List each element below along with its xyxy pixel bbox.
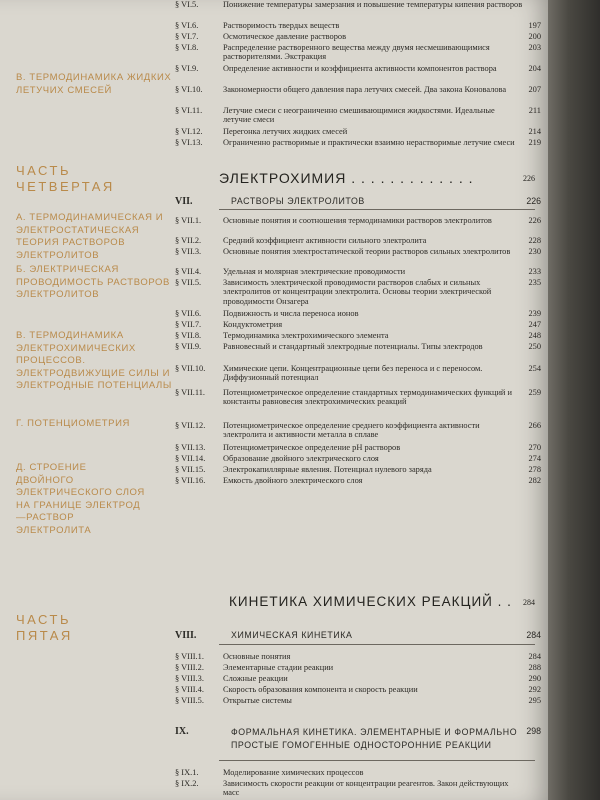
part-five-title bbox=[229, 594, 535, 609]
entry-number: § VIII.2. bbox=[175, 663, 204, 672]
entry-page: 295 bbox=[528, 696, 541, 705]
entry-title: Понижение температуры замерзания и повышение температуры кипения растворов bbox=[223, 0, 523, 9]
entry-title: Емкость двойного электрического слоя bbox=[223, 476, 363, 485]
section-v-heading: В. ТЕРМОДИНАМИКА ЖИДКИХ ЛЕТУЧИХ СМЕСЕЙ bbox=[16, 72, 172, 96]
entry-page: 233 bbox=[528, 267, 541, 276]
chapter-title: ХИМИЧЕСКАЯ КИНЕТИКА bbox=[231, 630, 353, 640]
entry-title: Потенциометрическое определение pH растворов bbox=[223, 443, 401, 452]
entry-title: Средний коэффициент активности сильного электролита bbox=[223, 236, 427, 245]
part-four-title bbox=[219, 170, 535, 186]
entry-number: § VII.3. bbox=[175, 247, 202, 256]
chapter-rule bbox=[219, 209, 535, 210]
entry-title: Зависимость электрической проводимости растворов слабых и сильных электролитов от концентрации электролита. Основы теории электрической проводимости Онзагера bbox=[223, 278, 492, 306]
entry-title: Основные понятия bbox=[223, 652, 291, 661]
entry-title: Скорость образования компонента и скорость реакции bbox=[223, 685, 418, 694]
entry-title: Равновесный и стандартный электродные потенциалы. Типы электродов bbox=[223, 342, 483, 351]
entry-title: Закономерности общего давления пара летучих смесей. Два закона Коновалова bbox=[223, 85, 507, 94]
entry-page: 235 bbox=[528, 278, 541, 287]
entry-page: 197 bbox=[528, 21, 541, 30]
entry-page: 266 bbox=[528, 421, 541, 430]
entry-title: Электрокапиллярные явления. Потенциал нулевого заряда bbox=[223, 465, 432, 474]
entry-number: § VI.8. bbox=[175, 43, 199, 52]
entry-page: 270 bbox=[528, 443, 541, 452]
entry-title: Перегонка летучих жидких смесей bbox=[223, 127, 348, 136]
entry-number: § VIII.4. bbox=[175, 685, 204, 694]
entry-number: § VII.12. bbox=[175, 421, 206, 430]
entry-title: Сложные реакции bbox=[223, 674, 288, 683]
entry-title: Осмотическое давление растворов bbox=[223, 32, 347, 41]
entry-page: 203 bbox=[528, 43, 541, 52]
book-gutter bbox=[548, 0, 600, 800]
entry-page: 211 bbox=[528, 106, 541, 115]
entry-page: 284 bbox=[528, 652, 541, 661]
entry-number: § VI.6. bbox=[175, 21, 199, 30]
entry-title: Химические цепи. Концентрационные цепи без переноса и с переносом. Диффузионный потенциал bbox=[223, 364, 483, 383]
entry-title: Зависимость скорости реакции от концентрации реагентов. Закон действующих масс bbox=[223, 779, 509, 798]
part-four-heading: ЧАСТЬ ЧЕТВЕРТАЯ bbox=[16, 163, 115, 194]
entry-number: § VI.7. bbox=[175, 32, 199, 41]
chapter-rule bbox=[219, 644, 535, 645]
entry-page: 290 bbox=[528, 674, 541, 683]
entry-number: § VII.6. bbox=[175, 309, 202, 318]
entry-page: 228 bbox=[528, 236, 541, 245]
entry-title: Основные понятия электростатической теории растворов сильных электролитов bbox=[223, 247, 511, 256]
entry-number: § VII.9. bbox=[175, 342, 202, 351]
entry-title: Открытые системы bbox=[223, 696, 292, 705]
entry-title: Моделирование химических процессов bbox=[223, 768, 364, 777]
entry-number: § VI.12. bbox=[175, 127, 203, 136]
entry-title: Кондуктометрия bbox=[223, 320, 283, 329]
entry-number: § VII.1. bbox=[175, 216, 202, 225]
entry-page: 282 bbox=[528, 476, 541, 485]
entry-page: 288 bbox=[528, 663, 541, 672]
chapter-number: VII. bbox=[175, 196, 193, 207]
entry-page: 250 bbox=[528, 342, 541, 351]
section-a-heading: А. ТЕРМОДИНАМИЧЕСКАЯ И ЭЛЕКТРОСТАТИЧЕСКАЯ ТЕОРИЯ РАСТВОРОВ ЭЛЕКТРОЛИТОВ bbox=[16, 212, 164, 261]
entry-page: 219 bbox=[528, 138, 541, 147]
entry-title: Термодинамика электрохимического элемента bbox=[223, 331, 389, 340]
chapter-title: ФОРМАЛЬНАЯ КИНЕТИКА. ЭЛЕМЕНТАРНЫЕ И ФОРМАЛЬНО ПРОСТЫЕ ГОМОГЕННЫЕ ОДНОСТОРОННИЕ РЕАКЦИИ bbox=[231, 727, 518, 750]
entry-page: 239 bbox=[528, 309, 541, 318]
entry-title: Потенциометрическое определение стандартных термодинамических функций и константы равновесия электрохимических реакций bbox=[223, 388, 512, 407]
chapter-page: 226 bbox=[526, 196, 541, 206]
entry-title: Летучие смеси с неограниченно смешивающимися жидкостями. Идеальные летучие смеси bbox=[223, 106, 495, 125]
entry-number: § VI.5. bbox=[175, 0, 199, 9]
section-g-heading: Г. ПОТЕНЦИОМЕТРИЯ bbox=[16, 418, 131, 429]
entry-title: Растворимость твердых веществ bbox=[223, 21, 340, 30]
part-five-title-text: КИНЕТИКА ХИМИЧЕСКИХ РЕАКЦИЙ bbox=[229, 594, 493, 609]
entry-page: 278 bbox=[528, 465, 541, 474]
chapter-number: IX. bbox=[175, 726, 189, 737]
leader-dots: . . bbox=[497, 594, 512, 609]
entry-page: 200 bbox=[528, 32, 541, 41]
entry-page: 247 bbox=[528, 320, 541, 329]
entry-number: § VII.2. bbox=[175, 236, 202, 245]
entry-number: § VII.11. bbox=[175, 388, 206, 397]
entry-title: Ограниченно растворимые и практически взаимно нерастворимые летучие смеси bbox=[223, 138, 515, 147]
entry-number: § VII.4. bbox=[175, 267, 202, 276]
entry-number: § IX.1. bbox=[175, 768, 199, 777]
entry-number: § VI.10. bbox=[175, 85, 203, 94]
entry-title: Подвижность и числа переноса ионов bbox=[223, 309, 359, 318]
entry-page: 204 bbox=[528, 64, 541, 73]
entry-page: 207 bbox=[528, 85, 541, 94]
part-five-heading: ЧАСТЬ ПЯТАЯ bbox=[16, 612, 73, 643]
entry-number: § VII.5. bbox=[175, 278, 202, 287]
entry-number: § VII.10. bbox=[175, 364, 206, 373]
entry-number: § VII.14. bbox=[175, 454, 206, 463]
entry-number: § VI.11. bbox=[175, 106, 203, 115]
entry-number: § VI.13. bbox=[175, 138, 203, 147]
section-d-heading: Д. СТРОЕНИЕ ДВОЙНОГО ЭЛЕКТРИЧЕСКОГО СЛОЯ НА ГРАНИЦЕ ЭЛЕКТРОД—РАСТВОР ЭЛЕКТРОЛИТА bbox=[16, 462, 145, 536]
section-b-heading: Б. ЭЛЕКТРИЧЕСКАЯ ПРОВОДИМОСТЬ РАСТВОРОВ ЭЛЕКТРОЛИТОВ bbox=[16, 264, 170, 300]
entry-number: § VIII.3. bbox=[175, 674, 204, 683]
entry-number: § VI.9. bbox=[175, 64, 199, 73]
entry-title: Определение активности и коэффициента активности компонентов раствора bbox=[223, 64, 497, 73]
entry-page: 214 bbox=[528, 127, 541, 136]
entry-number: § VII.15. bbox=[175, 465, 206, 474]
chapter-title: РАСТВОРЫ ЭЛЕКТРОЛИТОВ bbox=[231, 196, 365, 206]
chapter-rule bbox=[219, 760, 535, 761]
chapter-page: 298 bbox=[526, 726, 541, 736]
entry-page: 230 bbox=[528, 247, 541, 256]
leader-dots: . . . . . . . . . . . . . bbox=[351, 170, 474, 186]
entry-title: Образование двойного электрического слоя bbox=[223, 454, 379, 463]
chapter-number: VIII. bbox=[175, 630, 197, 641]
entry-number: § IX.2. bbox=[175, 779, 199, 788]
entry-title: Элементарные стадии реакции bbox=[223, 663, 334, 672]
entry-page: 259 bbox=[528, 388, 541, 397]
entry-number: § VIII.5. bbox=[175, 696, 204, 705]
entry-title: Потенциометрическое определение среднего коэффициента активности электролита и активности металла в сплаве bbox=[223, 421, 480, 440]
section-v2-heading: В. ТЕРМОДИНАМИКА ЭЛЕКТРОХИМИЧЕСКИХ ПРОЦЕССОВ. ЭЛЕКТРОДВИЖУЩИЕ СИЛЫ И ЭЛЕКТРОДНЫЕ ПОТЕНЦИАЛЫ bbox=[16, 330, 172, 391]
entry-page: 274 bbox=[528, 454, 541, 463]
entry-number: § VII.8. bbox=[175, 331, 202, 340]
entry-number: § VII.7. bbox=[175, 320, 202, 329]
chapter-page: 284 bbox=[526, 630, 541, 640]
entry-page: 226 bbox=[528, 216, 541, 225]
part-four-title-text: ЭЛЕКТРОХИМИЯ bbox=[219, 170, 347, 186]
part-five-page: 284 bbox=[523, 598, 535, 607]
entry-number: § VII.16. bbox=[175, 476, 206, 485]
entry-page: 248 bbox=[528, 331, 541, 340]
entry-title: Основные понятия и соотношения термодинамики растворов электролитов bbox=[223, 216, 492, 225]
entry-number: § VII.13. bbox=[175, 443, 206, 452]
entry-page: 292 bbox=[528, 685, 541, 694]
entry-title: Распределение растворенного вещества между двумя несмешивающимися растворителями. Экстракция bbox=[223, 43, 490, 62]
part-four-page: 226 bbox=[523, 174, 535, 183]
entry-number: § VIII.1. bbox=[175, 652, 204, 661]
entry-page: 254 bbox=[528, 364, 541, 373]
entry-title: Удельная и молярная электрические проводимости bbox=[223, 267, 406, 276]
